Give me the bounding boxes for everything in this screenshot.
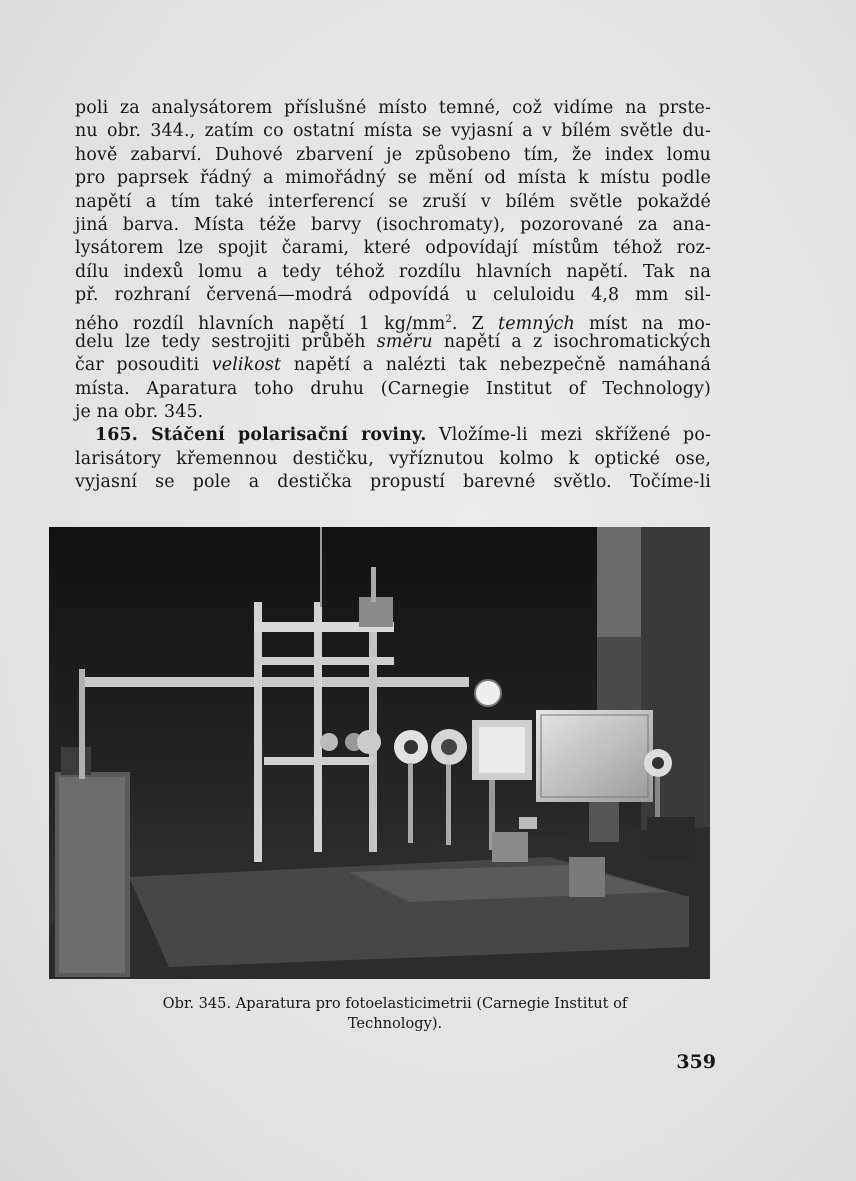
figure-caption [110,994,680,1034]
text-run: ného rozdíl hlavních napětí 1 kg/mm [75,313,446,334]
italic-term: temných [498,313,575,334]
text-line [75,308,711,334]
text-line: pro paprsek řádný a mimořádný se mění od místa k místu podle [75,168,711,189]
text-line [75,424,711,447]
apparatus-illustration [49,527,710,979]
text-line: hově zabarví. Duhové zbarvení je způsobeno tím, že index lomu [75,144,711,165]
text-run: napětí a nalézti tak nebezpečně namáhaná [281,355,711,376]
text-run: napětí a z isochromatických [432,331,711,352]
text-line: př. rozhraní červená—modrá odpovídá u celuloidu 4,8 mm sil- [75,285,711,306]
text-line: je na obr. 345. [75,402,204,423]
text-run: míst na mo- [574,313,711,334]
body-text [75,97,711,495]
text-line: vyjasní se pole a destička propustí barevné světlo. Točíme-li [75,472,711,493]
text-line: jiná barva. Místa téže barvy (isochromaty), pozorované za ana- [75,214,711,235]
caption-line: Technology). [347,1015,443,1032]
text-line: dílu indexů lomu a tedy téhož rozdílu hlavních napětí. Tak na [75,261,711,282]
text-line [75,331,711,354]
text-line: napětí a tím také interferencí se zruší v bílém světle pokaždé [75,191,711,212]
superscript: 2 [445,313,452,325]
page-number: 359 [676,1051,716,1073]
text-run: Vložíme-li mezi skřížené po- [426,425,711,446]
text-line: poli za analysátorem příslušné místo temné, což vidíme na prste- [75,98,711,118]
italic-term: směru [376,331,433,352]
text-line: místa. Aparatura toho druhu (Carnegie Institut of Technology) [75,378,711,399]
caption-line: Obr. 345. Aparatura pro fotoelasticimetrii (Carnegie Institut of [162,995,628,1012]
text-line [75,354,711,377]
text-line: lysátorem lze spojit čarami, které odpovídají místům téhož roz- [75,238,711,259]
text-line: nu obr. 344., zatím co ostatní místa se vyjasní a v bílém světle du- [75,121,711,142]
text-run: delu lze tedy sestrojiti průběh [75,331,377,352]
text-run: čar posouditi [75,355,212,376]
text-run: . Z [451,313,499,334]
apparatus-photo [49,527,710,979]
italic-term: velikost [211,355,282,376]
section-heading: 165. Stáčení polarisační roviny. [95,425,427,446]
text-line: larisátory křemennou destičku, vyříznutou kolmo k optické ose, [75,448,711,469]
